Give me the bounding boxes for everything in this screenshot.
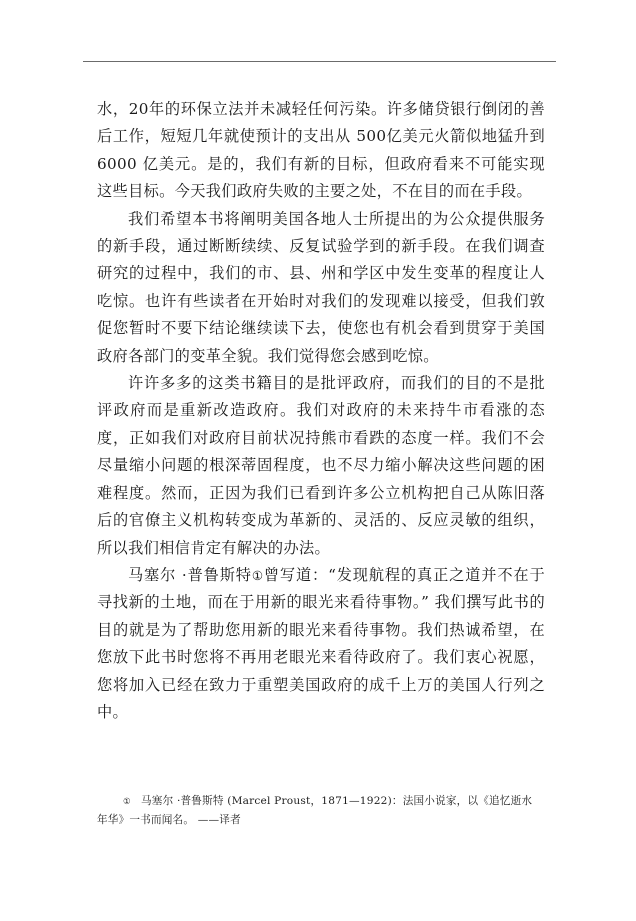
header-rule (83, 61, 556, 62)
body-text (97, 96, 545, 726)
paragraph-3: 许许多多的这类书籍目的是批评政府，而我们的目的不是批评政府而是重新改造政府。我们对政府的未来持牛市看涨的态度，正如我们对政府目前状况持熊市看跌的态度一样。我们不会尽量缩小问题的根深蒂固程度，也不尽力缩小解决这些问题的困难程度。然而，正因为我们已看到许多公立机构把自己从陈旧落后的官僚主义机构转变成为革新的、灵活的、反应灵敏的组织，所以我们相信肯定有解决的办法。 (97, 374, 545, 557)
paragraph-1: 水，20年的环保立法并未减轻任何污染。许多储贷银行倒闭的善后工作，短短几年就使预计的支出从 500亿美元火箭似地猛升到 6000 亿美元。是的，我们有新的目标，但政府看来不可能实现这些目标。今天我们政府失败的主要之处，不在目的而在手段。 (97, 100, 545, 201)
footnote-marker: ① (123, 797, 131, 807)
footnote-text: 马塞尔 ·普鲁斯特 (Marcel Proust，1871—1922)：法国小说家，以《追忆逝水年华》一书而闻名。 ——译者 (97, 795, 533, 827)
paragraph-4-rest: 曾写道：“发现航程的真正之道并不在于寻找新的土地，而在于用新的眼光来看待事物。” 我们撰写此书的目的就是为了帮助您用新的眼光来看待事物。我们热诚希望，在您放下此书时您将不再用老眼光来看待政府了。我们衷心祝愿，您将加入已经在致力于重塑美国政府的成千上万的美国人行列之中。 (97, 565, 546, 721)
paragraph-4-lead: 马塞尔 ·普鲁斯特 (128, 565, 252, 584)
footnote-reference: ① (251, 567, 264, 583)
paragraph-4 (97, 562, 545, 726)
paragraph-2: 我们希望本书将阐明美国各地人士所提出的为公众提供服务的新手段，通过断断续续、反复试验学到的新手段。在我们调查研究的过程中，我们的市、县、州和学区中发生变革的程度让人吃惊。也许有些读者在开始时对我们的发现难以接受，但我们敦促您暂时不要下结论继续读下去，使您也有机会看到贯穿于美国政府各部门的变革全貌。我们觉得您会感到吃惊。 (97, 209, 545, 365)
footnote (97, 792, 537, 829)
